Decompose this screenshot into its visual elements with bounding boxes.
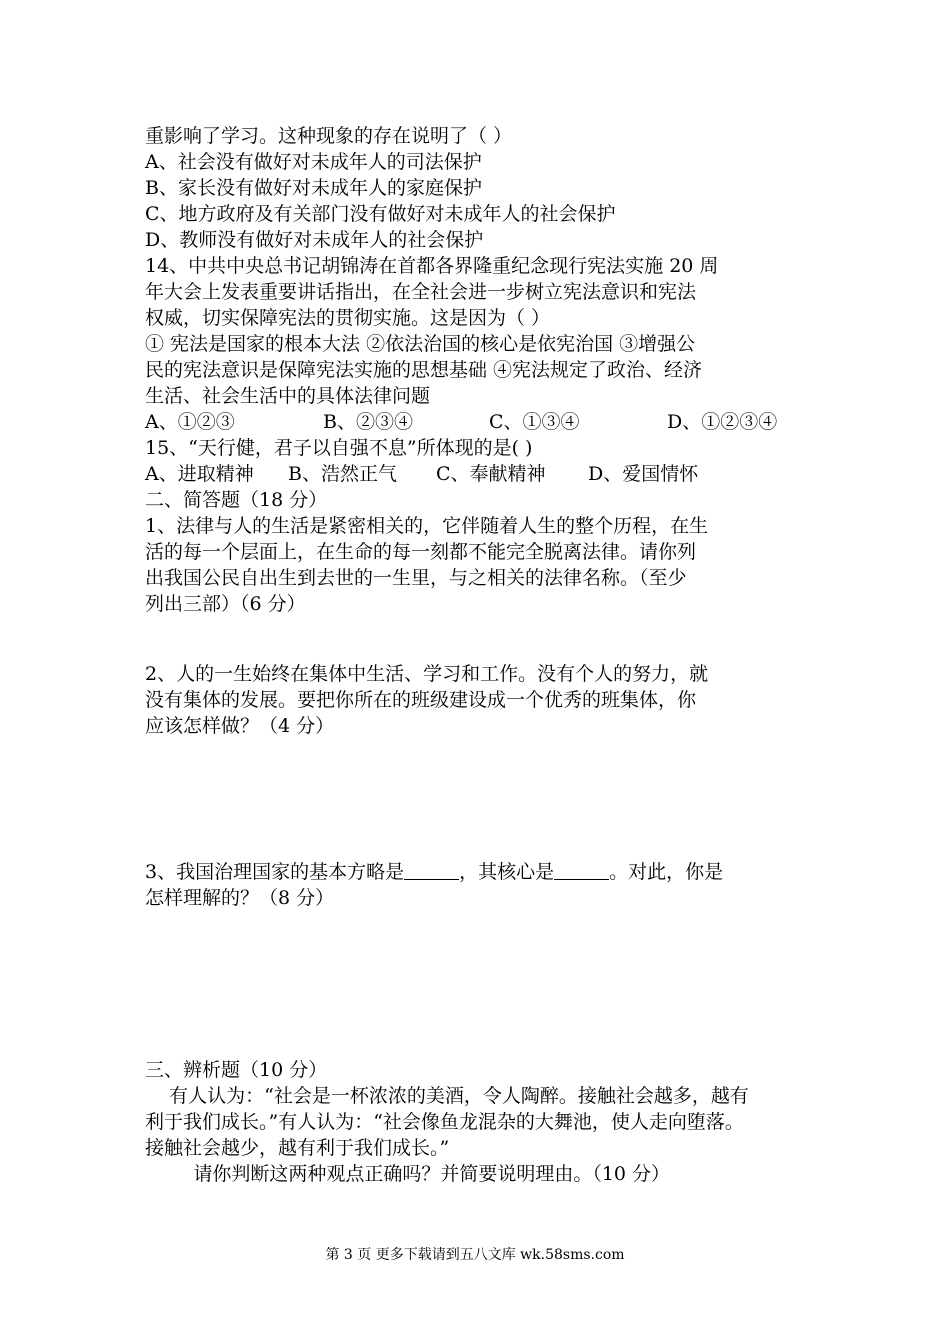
q14-option-d: D、①②③④ (667, 411, 778, 433)
q13-option-a: A、社会没有做好对未成年人的司法保护 (145, 151, 482, 173)
s3-para-line-3: 接触社会越少，越有利于我们成长。” (145, 1137, 450, 1159)
s2-q2-line-2: 没有集体的发展。要把你所在的班级建设成一个优秀的班集体，你 (145, 689, 697, 711)
answer-blank-2[interactable] (554, 859, 609, 880)
q14-statement-line-3: 生活、社会生活中的具体法律问题 (145, 385, 431, 407)
answer-blank-1[interactable] (404, 859, 459, 880)
q14-option-b: B、②③④ (323, 411, 413, 433)
s2-q3-text-part3: 。对此，你是 (609, 861, 724, 883)
s2-q1-line-1: 1、法律与人的生活是紧密相关的，它伴随着人生的整个历程，在生 (145, 515, 709, 537)
s3-prompt: 请你判断这两种观点正确吗？并简要说明理由。（10 分） (145, 1163, 671, 1185)
s2-q1-line-4: 列出三部）（6 分） (145, 593, 306, 615)
q14-stem-line-3: 权威，切实保障宪法的贯彻实施。这是因为（ ） (145, 307, 551, 329)
q15-option-b: B、浩然正气 (288, 463, 397, 485)
q13-stem-tail: 重影响了学习。这种现象的存在说明了（ ） (145, 125, 513, 147)
s2-q3-text-part2: ，其核心是 (459, 861, 555, 883)
s3-para-line-2: 利于我们成长。”有人认为：“社会像鱼龙混杂的大舞池，使人走向堕落。 (145, 1111, 744, 1133)
s3-para-line-1: 有人认为：“社会是一杯浓浓的美酒，令人陶醉。接触社会越多，越有 (145, 1085, 749, 1107)
section-2-title: 二、简答题（18 分） (145, 489, 328, 511)
s2-q1-line-2: 活的每一个层面上，在生命的每一刻都不能完全脱离法律。请你列 (145, 541, 697, 563)
q14-statement-line-1: ① 宪法是国家的根本大法 ②依法治国的核心是依宪治国 ③增强公 (145, 333, 696, 355)
page-footer: 第 3 页 更多下载请到五八文库 wk.58sms.com (325, 1247, 625, 1263)
s2-q2-line-1: 2、人的一生始终在集体中生活、学习和工作。没有个人的努力，就 (145, 663, 709, 685)
q14-options (145, 409, 825, 435)
q14-option-c: C、①③④ (489, 411, 580, 433)
q13-option-b: B、家长没有做好对未成年人的家庭保护 (145, 177, 482, 199)
q13-option-c: C、地方政府及有关部门没有做好对未成年人的社会保护 (145, 203, 616, 225)
q14-stem-line-1: 14、中共中央总书记胡锦涛在首都各界隆重纪念现行宪法实施 20 周 (145, 255, 719, 277)
q15-option-a: A、进取精神 (145, 463, 254, 485)
section-3-title: 三、辨析题（10 分） (145, 1059, 328, 1081)
q14-option-a: A、①②③ (145, 411, 235, 433)
q15-option-c: C、奉献精神 (436, 463, 546, 485)
s2-q2-line-3: 应该怎样做？（4 分） (145, 715, 335, 737)
s2-q1-line-3: 出我国公民自出生到去世的一生里，与之相关的法律名称。（至少 (145, 567, 687, 589)
q14-stem-line-2: 年大会上发表重要讲话指出，在全社会进一步树立宪法意识和宪法 (145, 281, 697, 303)
q15-options (145, 461, 825, 487)
q14-statement-line-2: 民的宪法意识是保障宪法实施的思想基础 ④宪法规定了政治、经济 (145, 359, 703, 381)
q15-option-d: D、爱国情怀 (588, 463, 699, 485)
s2-q3-line-2: 怎样理解的？（8 分） (145, 887, 335, 909)
q13-option-d: D、教师没有做好对未成年人的社会保护 (145, 229, 484, 251)
q15-stem: 15、“天行健，君子以自强不息”所体现的是( ) (145, 437, 533, 459)
s2-q3-line-1 (145, 859, 825, 885)
s2-q3-text-part1: 3、我国治理国家的基本方略是 (145, 861, 405, 883)
